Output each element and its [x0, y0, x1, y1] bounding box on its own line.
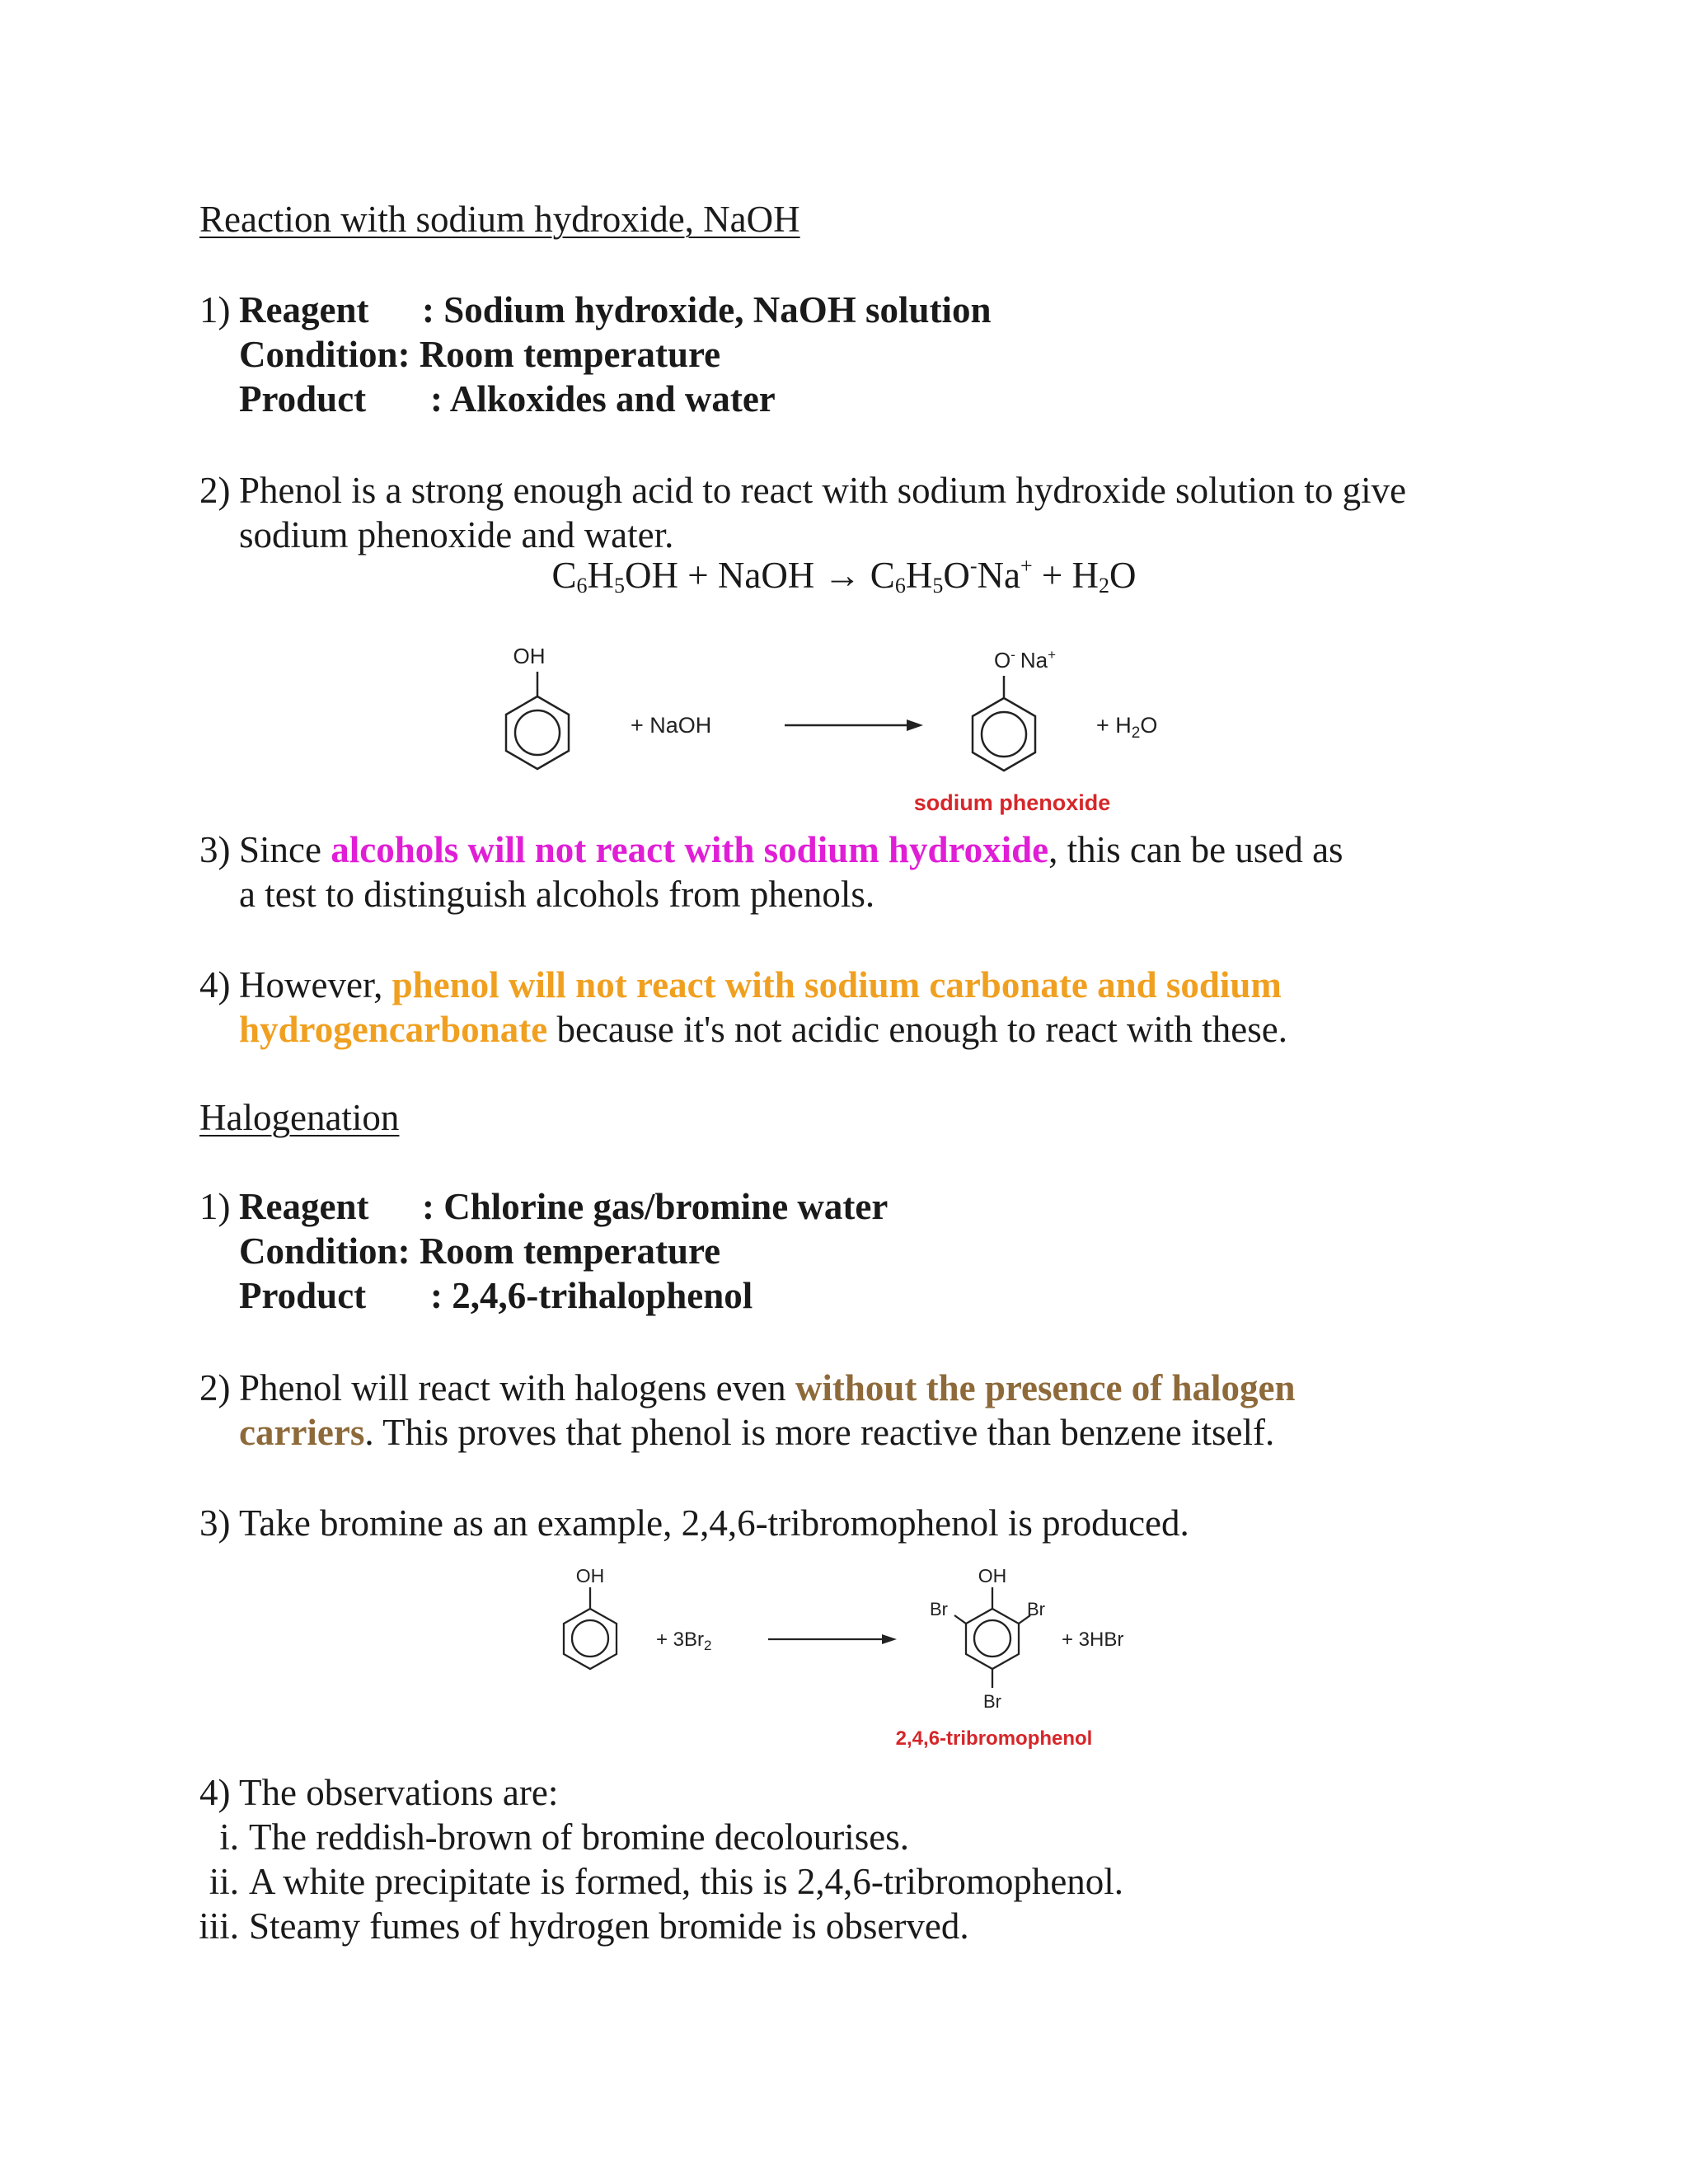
naoh-reagent: + NaOH	[631, 713, 712, 738]
point-text: However,	[239, 964, 392, 1005]
oh-label: OH	[513, 644, 546, 668]
point-text: because it's not acidic enough to react with these.	[547, 1009, 1287, 1050]
point-text: Since	[239, 829, 331, 870]
o-minus-label: O- Na+	[994, 647, 1057, 673]
point-number: 4)	[199, 964, 231, 1005]
condition-value: : Room temperature	[397, 1230, 721, 1272]
naoh-point-4	[199, 963, 1287, 1052]
reagent-label: Reagent	[239, 289, 369, 330]
point-text: Phenol will react with halogens even	[239, 1367, 795, 1408]
hbr-byproduct: + 3HBr	[1062, 1629, 1124, 1651]
reagent-value: : Chlorine gas/bromine water	[422, 1186, 889, 1227]
observation-item	[183, 1859, 1123, 1904]
item-text: Steamy fumes of hydrogen bromide is observed.	[249, 1905, 969, 1947]
product-value: : 2,4,6-trihalophenol	[430, 1275, 753, 1316]
point-number: 2)	[199, 1367, 231, 1408]
item-label: iii.	[199, 1905, 239, 1947]
item-label: i.	[219, 1816, 239, 1858]
point-text: , this can be used as	[1048, 829, 1343, 870]
point-text: Phenol is a strong enough acid to react with sodium hydroxide solution to give	[239, 470, 1407, 511]
oh-label: OH	[978, 1565, 1007, 1586]
product-value: : Alkoxides and water	[430, 378, 776, 419]
br-bottom-label: Br	[983, 1691, 1001, 1712]
item-text: The reddish-brown of bromine decolourises.	[249, 1816, 910, 1858]
highlight-brown: carriers	[239, 1412, 365, 1453]
point-number: 2)	[199, 470, 231, 511]
product-name-label: 2,4,6-tribromophenol	[895, 1727, 1093, 1750]
chemical-equation: $C_6H_5OH$ + NaOH → $C_6H_5O^-Na^+ + H_2O$	[551, 554, 1137, 598]
naoh-reaction-scheme	[478, 635, 1220, 824]
water-product: + $H_2O$	[1096, 713, 1158, 742]
observation-item	[183, 1815, 1123, 1859]
naoh-point-1	[199, 288, 992, 421]
product-name-label: sodium phenoxide	[913, 790, 1111, 815]
point-text: sodium phenoxide and water.	[239, 514, 674, 555]
point-number: 1)	[199, 1186, 231, 1227]
naoh-point-3	[199, 827, 1343, 916]
item-text: A white precipitate is formed, this is 2,4,6-tribromophenol.	[249, 1861, 1124, 1902]
section-heading-naoh: Reaction with sodium hydroxide, NaOH	[199, 199, 800, 240]
highlight-brown: without the presence of halogen	[795, 1367, 1296, 1408]
point-number: 4)	[199, 1772, 231, 1813]
reagent-label: Reagent	[239, 1186, 369, 1227]
br-left-label: Br	[930, 1599, 948, 1619]
condition-label: Condition	[239, 1230, 398, 1272]
reaction-arrow	[785, 719, 923, 731]
phenol-structure	[506, 644, 569, 769]
naoh-point-2	[199, 468, 1406, 557]
point-number: 3)	[199, 1502, 231, 1544]
highlight-orange: phenol will not react with sodium carbonate and sodium	[392, 964, 1282, 1005]
highlight-orange: hydrogencarbonate	[239, 1009, 548, 1050]
point-text: Take bromine as an example, 2,4,6-tribromophenol is produced.	[239, 1502, 1189, 1544]
point-text: a test to distinguish alcohols from phenols.	[239, 874, 875, 915]
halogenation-point-2	[199, 1366, 1295, 1455]
product-label: Product	[239, 1275, 367, 1316]
condition-value: : Room temperature	[397, 334, 721, 375]
br-right-label: Br	[1027, 1599, 1045, 1619]
tribromophenol-structure	[930, 1565, 1045, 1712]
oh-label: OH	[575, 1565, 605, 1586]
bromination-reaction-scheme	[511, 1558, 1170, 1755]
observation-item	[183, 1904, 1123, 1948]
condition-label: Condition	[239, 334, 398, 375]
phenol-structure	[564, 1565, 617, 1669]
product-label: Product	[239, 378, 367, 419]
phenoxide-structure	[973, 647, 1056, 771]
item-label: ii.	[209, 1861, 239, 1902]
point-text: . This proves that phenol is more reactive than benzene itself.	[364, 1412, 1275, 1453]
point-number: 3)	[199, 829, 231, 870]
halogenation-point-4	[199, 1770, 1123, 1948]
halogenation-point-3	[199, 1501, 1189, 1545]
halogenation-point-1	[199, 1184, 888, 1318]
section-heading-halogenation: Halogenation	[199, 1097, 400, 1138]
point-number: 1)	[199, 289, 231, 330]
point-text: The observations are:	[239, 1772, 559, 1813]
bromine-reagent: + $3Br_2$	[656, 1629, 712, 1653]
reaction-arrow	[768, 1634, 897, 1644]
highlight-magenta: alcohols will not react with sodium hydroxide	[331, 829, 1049, 870]
reagent-value: : Sodium hydroxide, NaOH solution	[422, 289, 992, 330]
